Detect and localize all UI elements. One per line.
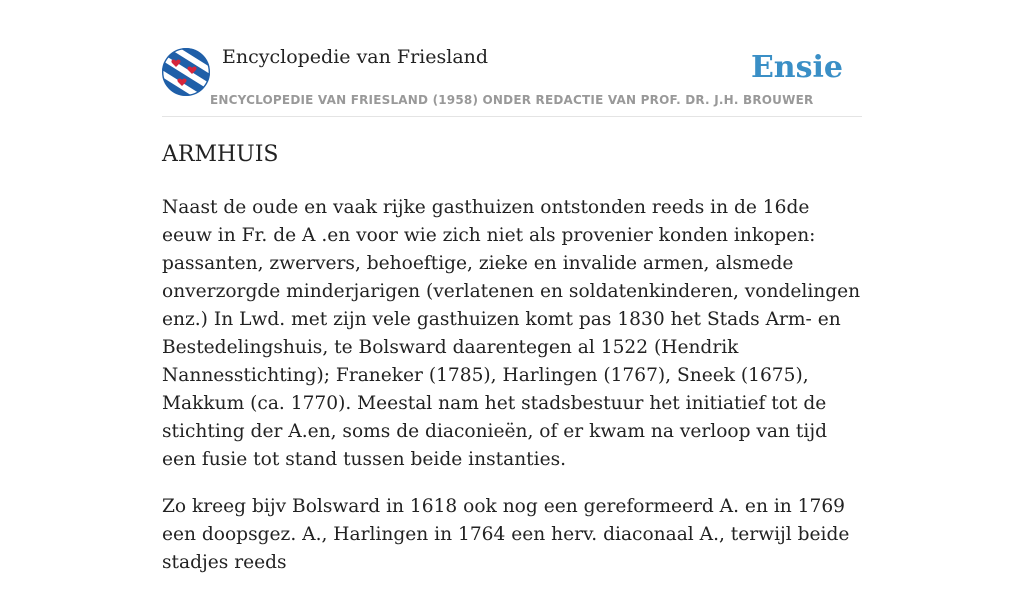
- site-header: [162, 46, 862, 117]
- article-title: ARMHUIS: [162, 142, 279, 167]
- brand-logo-link[interactable]: Ensie: [750, 50, 843, 85]
- frisian-flag-logo-icon[interactable]: [162, 48, 210, 96]
- article: [162, 140, 862, 596]
- article-paragraph: Naast de oude en vaak rijke gasthuizen ontstonden reeds in de 16de eeuw in Fr. de A .en voor wie zich niet als provenier konden inkopen: passanten, zwervers, behoeftige, zieke en invalide armen, alsmede onverzorgde minderjarigen (verlatenen en soldatenkinderen, vondelingen enz.) In Lwd. met zijn vele gasthuizen komt pas 1830 het Stads Arm- en Bestedelingshuis, te Bolsward daarentegen al 1522 (Hendrik Nannesstichting); Franeker (1785), Harlingen (1767), Sneek (1675), Makkum (ca. 1770). Meestal nam het stadsbestuur het initiatief tot de stichting der A.en, soms de diaconieën, of er kwam na verloop van tijd een fusie tot stand tussen beide instanties.: [162, 197, 861, 470]
- encyclopedia-subtitle: ENCYCLOPEDIE VAN FRIESLAND (1958) ONDER REDACTIE VAN PROF. DR. J.H. BROUWER: [210, 93, 814, 107]
- site-title[interactable]: Encyclopedie van Friesland: [222, 46, 489, 68]
- article-paragraph: Zo kreeg bijv Bolsward in 1618 ook nog een gereformeerd A. en in 1769 een doopsgez. A., Harlingen in 1764 een herv. diaconaal A., terwijl beide stadjes reeds: [162, 496, 850, 573]
